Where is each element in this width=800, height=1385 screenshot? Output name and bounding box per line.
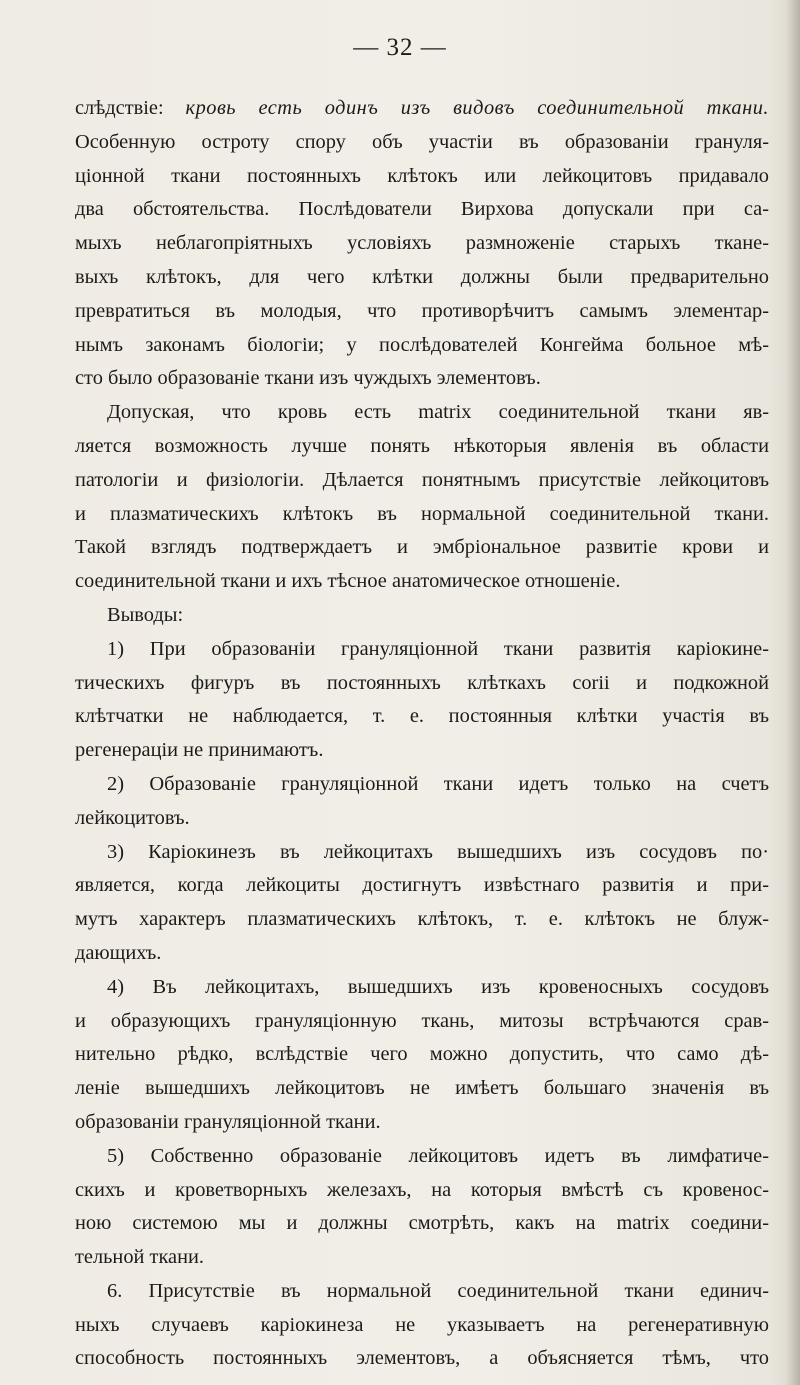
text-line: Особенную остроту спору объ участіи въ образованіи грануля- [75,130,769,153]
text-line: нымъ законамъ біологіи; у послѣдователей Конгейма больное мѣ- [75,333,769,356]
text-line: Выводы: [107,603,184,626]
text-line: два обстоятельства. Послѣдователи Вирхова допускали при са- [75,198,769,221]
text-line: способность постоянныхъ элементовъ, а объясняется тѣмъ, что [75,1347,769,1370]
text-line: скихъ и кроветворныхъ железахъ, на которыя вмѣстѣ съ кровенос- [75,1178,769,1201]
text-line: регенераціи не принимаютъ. [75,739,324,762]
text-line: Допуская, что кровь есть matrix соединительной ткани яв- [107,401,769,424]
text-line: и образующихъ грануляціонную ткань, митозы встрѣчаются срав- [75,1009,769,1032]
text-line: Такой взглядъ подтверждаетъ и эмбріональное развитіе крови и [75,536,769,559]
text-line: превратиться въ молодыя, что противорѣчитъ самымъ элементар- [75,299,769,322]
text-line: является, когда лейкоциты достигнутъ извѣстнаго развитія и при- [75,874,769,897]
text-line: 6. Присутствіе въ нормальной соединительной ткани единич- [107,1279,769,1302]
italic-phrase: кровь есть одинъ изъ видовъ соединительной ткани. [185,97,769,119]
text-line: соединительной ткани и ихъ тѣсное анатомическое отношеніе. [75,570,621,593]
text-fragment: слѣдствіе: [75,97,186,119]
text-line: 4) Въ лейкоцитахъ, вышедшихъ изъ кровеносныхъ сосудовъ [107,975,769,998]
text-line: образованіи грануляціонной ткани. [75,1110,381,1133]
page-edge-shadow [786,0,800,1385]
text-line: нительно рѣдко, вслѣдствіе чего можно допустить, что само дѣ- [75,1043,769,1066]
text-line: 1) При образованіи грануляціонной ткани развитія каріокине- [107,637,769,660]
text-line: 3) Каріокинезъ въ лейкоцитахъ вышедшихъ изъ сосудовъ по· [107,840,769,863]
text-line: ляется возможность лучше понять нѣкоторыя явленія въ области [75,434,769,457]
text-line: патологіи и физіологіи. Дѣлается понятнымъ присутствіе лейкоцитовъ [75,468,769,491]
text-line: дающихъ. [75,941,162,964]
text-line: сто было образованіе ткани изъ чуждыхъ элементовъ. [75,367,541,390]
text-line: 5) Собственно образованіе лейкоцитовъ идетъ въ лимфатиче- [107,1144,769,1167]
text-line: мутъ характеръ плазматическихъ клѣтокъ, т. е. клѣтокъ не блуж- [75,908,769,931]
text-line: 2) Образованіе грануляціонной ткани идетъ только на счетъ [107,772,769,795]
page-number: — 32 — [353,34,447,61]
text-line: ною системою мы и должны смотрѣть, какъ на matrix соедини- [75,1212,769,1235]
text-line: леніе вышедшихъ лейкоцитовъ не имѣетъ большаго значенія въ [75,1077,769,1100]
text-line: мыхъ неблагопріятныхъ условіяхъ размноженіе старыхъ ткане- [75,232,769,255]
text-line: и плазматическихъ клѣтокъ въ нормальной соединительной ткани. [75,502,769,525]
text-line [75,92,769,126]
text-line: клѣтчатки не наблюдается, т. е. постоянныя клѣтки участія въ [75,705,769,728]
text-line: лейкоцитовъ. [75,806,190,829]
text-line: тическихъ фигуръ въ постоянныхъ клѣткахъ corii и подкожной [75,671,769,694]
text-line: ціонной ткани постоянныхъ клѣтокъ или лейкоцитовъ придавало [75,164,769,187]
text-line: выхъ клѣтокъ, для чего клѣтки должны были предварительно [75,265,769,288]
body-text [75,92,769,1376]
text-line: ныхъ случаевъ каріокинеза не указываетъ на регенеративную [75,1313,769,1336]
text-line: тельной ткани. [75,1246,205,1269]
